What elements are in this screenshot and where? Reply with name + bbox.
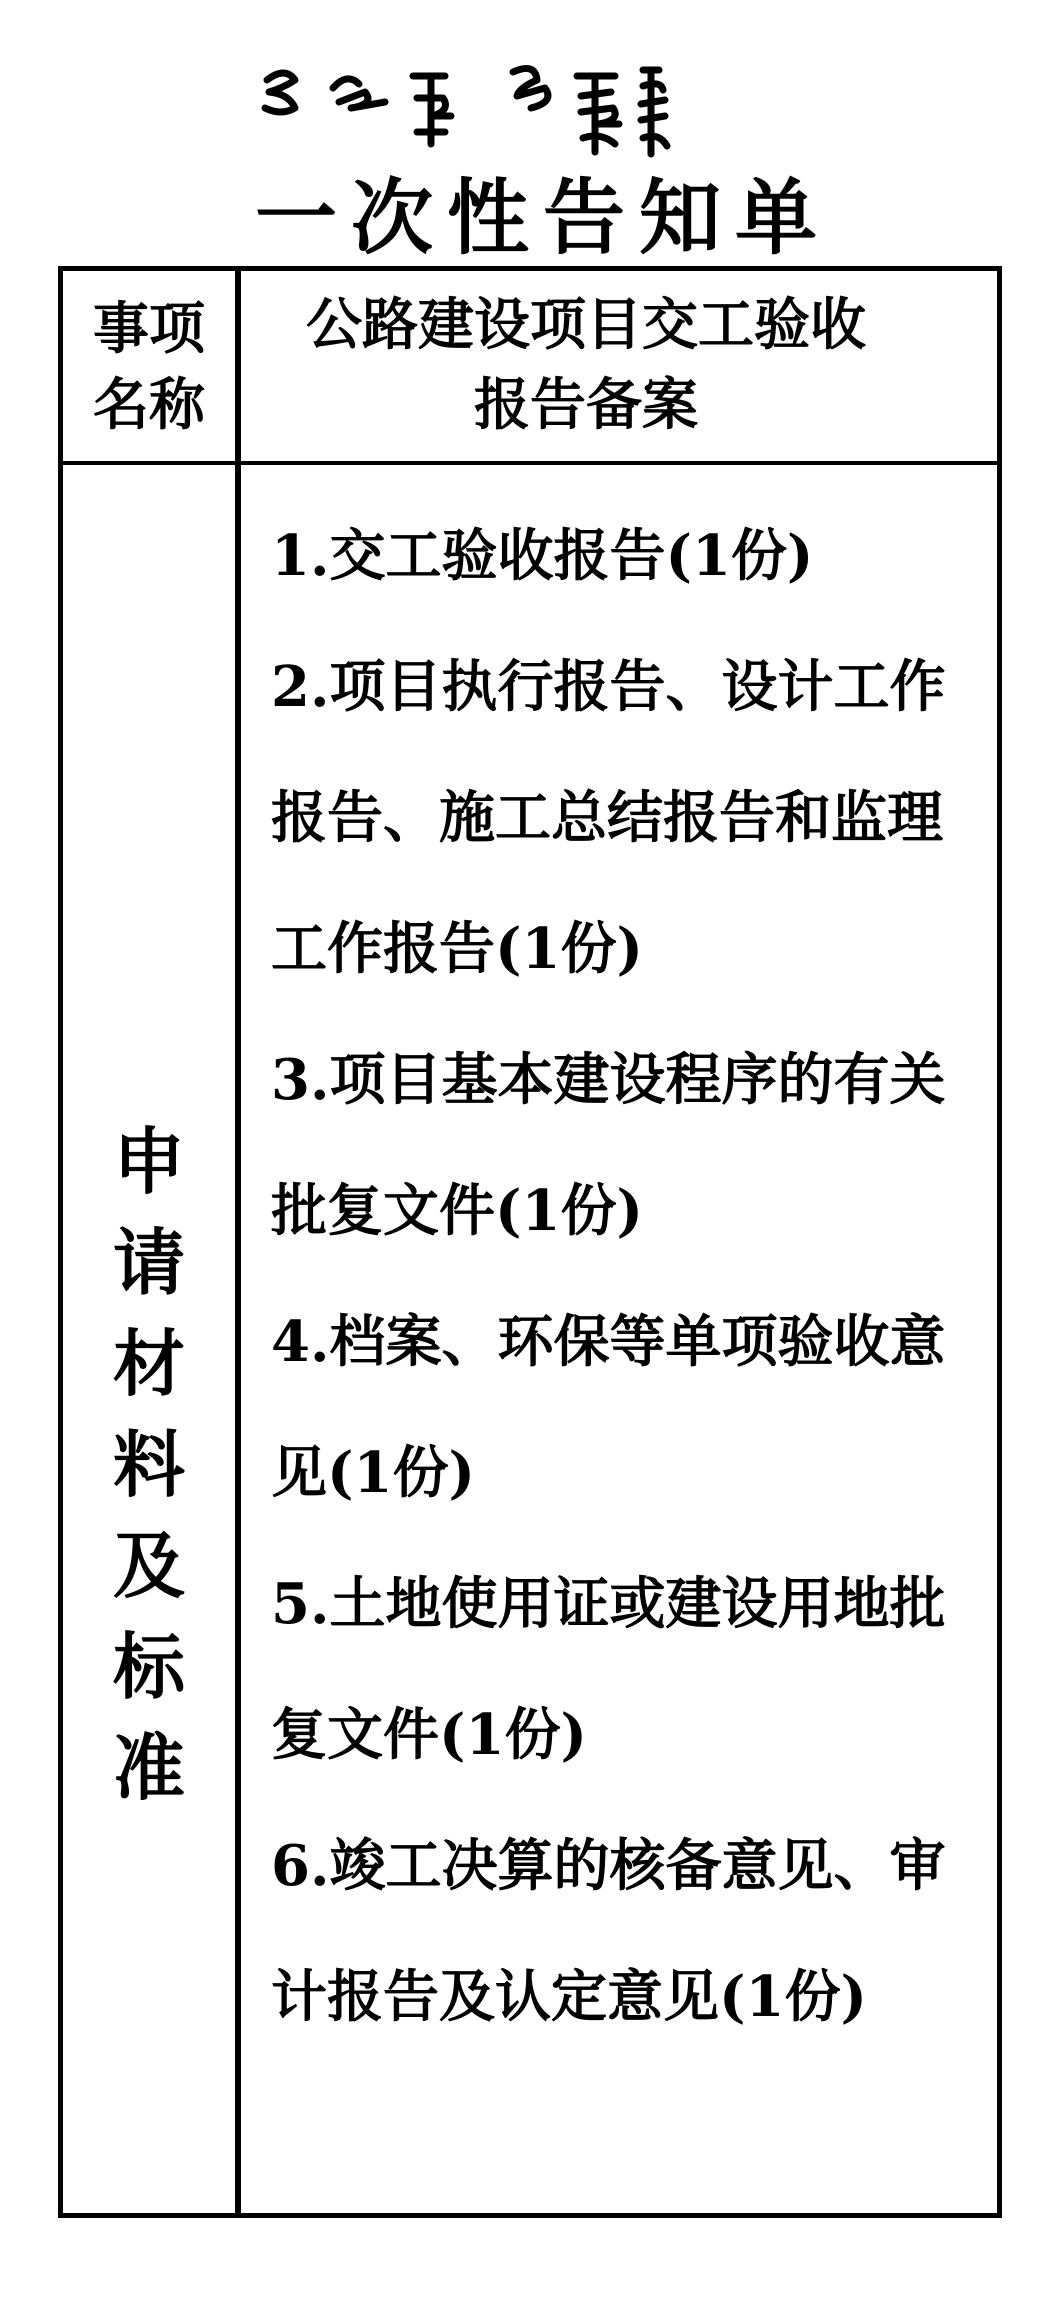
page-title: 一次性告知单	[255, 170, 832, 266]
notice-table	[58, 266, 1002, 2218]
materials-label-char: 请	[112, 1220, 185, 1305]
materials-label-char: 及	[112, 1523, 185, 1608]
material-item: 6.竣工决算的核备意见、审计报告及认定意见(1份)	[271, 1833, 946, 2030]
materials-label-char: 材	[112, 1321, 185, 1406]
materials-label-char: 准	[112, 1725, 185, 1810]
column-divider	[235, 271, 241, 2213]
materials-label	[63, 1111, 235, 1818]
material-item: 4.档案、环保等单项验收意见(1份)	[271, 1309, 946, 1506]
materials-label-char: 标	[112, 1624, 185, 1709]
materials-list	[271, 491, 991, 2063]
materials-label-char: 申	[112, 1119, 185, 1204]
row-divider	[63, 461, 997, 465]
material-item: 1.交工验收报告(1份)	[271, 523, 814, 589]
item-name-label-text: 事项名称	[93, 296, 205, 438]
item-name-value-text: 公路建设项目交工验收报告备案	[306, 292, 866, 438]
materials-label-char: 料	[112, 1422, 185, 1507]
material-item: 2.项目执行报告、设计工作报告、施工总结报告和监理工作报告(1份)	[271, 654, 946, 982]
material-item: 5.土地使用证或建设用地批复文件(1份)	[271, 1571, 946, 1768]
mongolian-script-title	[255, 58, 755, 158]
material-item: 3.项目基本建设程序的有关批复文件(1份)	[271, 1047, 946, 1244]
item-name-label	[63, 291, 235, 443]
item-name-value	[241, 285, 1001, 445]
